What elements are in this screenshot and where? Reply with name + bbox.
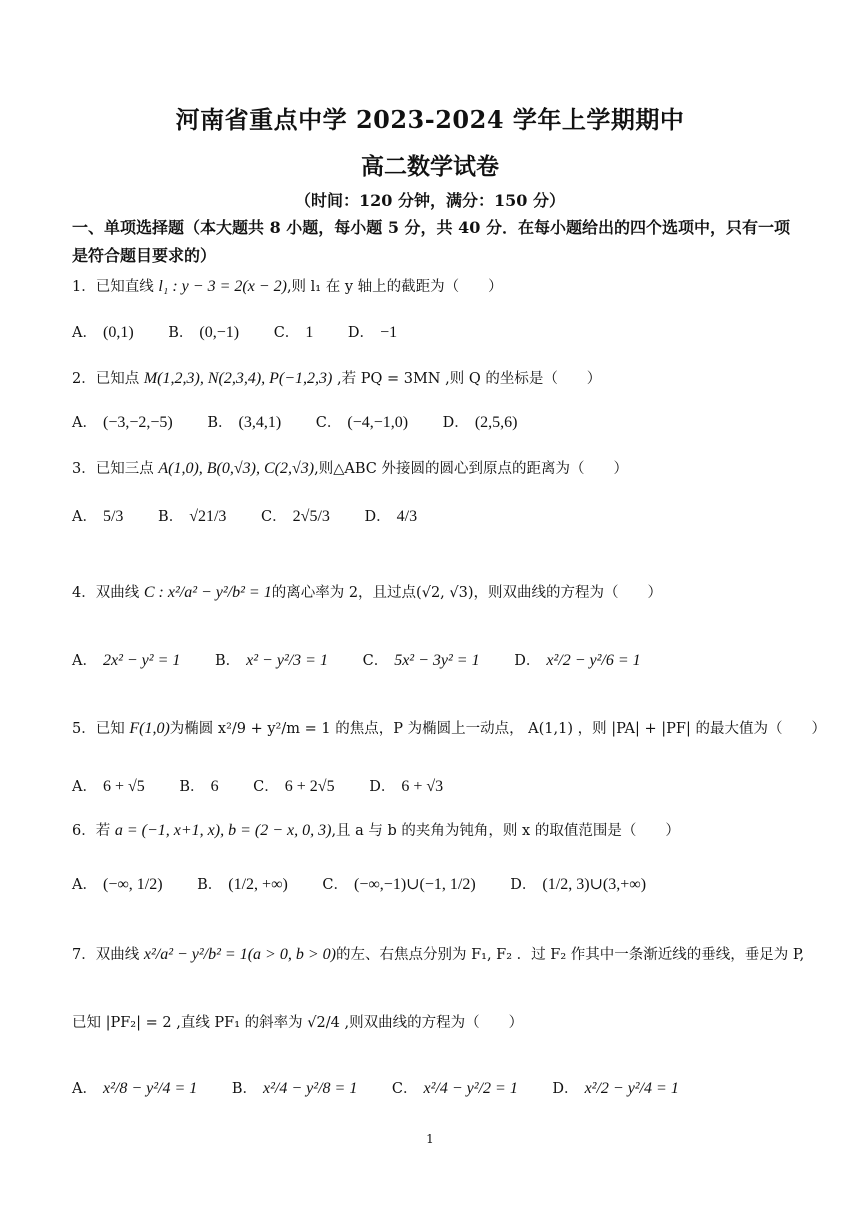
question-math: A(1,0), B(0,√3), C(2,√3) — [158, 460, 315, 477]
option-c — [253, 776, 334, 798]
option-value: 2√5/3 — [292, 508, 330, 525]
option-label: D． — [369, 779, 396, 795]
option-label: B． — [231, 1081, 258, 1097]
question-text: 若 — [95, 823, 111, 839]
question-text: 的离心率为 2，且过点(√2, √3)，则双曲线的方程为（ ） — [271, 585, 663, 601]
option-label: D． — [552, 1081, 579, 1097]
question-text: 双曲线 — [95, 585, 140, 601]
question-7-stem-line2: 已知 |PF₂| = 2 ,直线 PF₁ 的斜率为 √2/4 ,则双曲线的方程为（ ） — [72, 1015, 524, 1031]
option-a — [72, 776, 145, 798]
question-2-stem — [72, 368, 802, 390]
question-math: C : x²/a² − y²/b² = 1 — [143, 584, 272, 601]
option-value: (0,−1) — [199, 324, 240, 341]
option-label: B． — [179, 779, 205, 795]
question-text: 已知直线 — [95, 279, 154, 295]
option-b — [232, 1078, 357, 1100]
option-value: x²/2 − y²/4 = 1 — [584, 1080, 679, 1097]
exam-subtitle: 高二数学试卷 — [361, 153, 499, 180]
option-value: x²/4 − y²/2 = 1 — [423, 1080, 518, 1097]
option-label: C． — [391, 1081, 418, 1097]
option-label: C． — [273, 325, 300, 341]
option-d — [348, 322, 397, 344]
question-math: a = (−1, x+1, x), b = (2 − x, 0, 3) — [114, 822, 332, 839]
option-d — [552, 1078, 678, 1100]
question-3-options — [72, 506, 802, 528]
option-value: (1/2, +∞) — [228, 876, 288, 893]
question-6-stem — [72, 820, 802, 842]
option-c — [261, 506, 330, 528]
option-value: (−∞, 1/2) — [102, 876, 163, 893]
question-math: M(1,2,3), N(2,3,4), P(−1,2,3) — [143, 370, 333, 387]
option-label: D． — [514, 653, 541, 669]
option-label: C． — [315, 415, 342, 431]
option-value: (1/2, 3)∪(3,+∞) — [542, 876, 647, 893]
option-value: (3,4,1) — [238, 414, 282, 431]
question-2-options — [72, 412, 802, 434]
question-4-options — [72, 650, 802, 672]
option-value: 5x² − 3y² = 1 — [394, 652, 480, 669]
option-label: A． — [72, 509, 97, 525]
option-a — [72, 1078, 197, 1100]
question-5-stem — [72, 718, 826, 740]
question-text: 的左、右焦点分别为 F₁, F₂ ．过 F₂ 作其中一条渐近线的垂线，垂足为 P, — [335, 947, 805, 963]
option-label: A． — [72, 415, 97, 431]
option-b — [158, 506, 226, 528]
option-value: (−3,−2,−5) — [102, 414, 173, 431]
question-number: 5． — [72, 721, 96, 737]
option-c — [322, 874, 475, 896]
option-value: −1 — [380, 324, 398, 341]
option-value: (0,1) — [102, 324, 134, 341]
question-number: 2． — [72, 371, 96, 387]
option-label: A． — [72, 653, 97, 669]
option-value: 1 — [305, 324, 314, 341]
option-a — [72, 322, 134, 344]
option-value: √21/3 — [189, 508, 227, 525]
option-label: B． — [197, 877, 223, 893]
option-value: 6 + √5 — [102, 778, 145, 795]
option-d — [365, 506, 418, 528]
option-b — [179, 776, 218, 798]
option-a — [72, 412, 173, 434]
option-label: C． — [261, 509, 287, 525]
option-value: 4/3 — [396, 508, 418, 525]
option-label: A． — [72, 779, 97, 795]
question-math: x²/a² − y²/b² = 1(a > 0, b > 0) — [143, 946, 336, 963]
option-b — [215, 650, 328, 672]
option-d — [514, 650, 640, 672]
option-label: C． — [253, 779, 279, 795]
option-label: B． — [158, 509, 184, 525]
question-1-stem — [72, 276, 802, 298]
question-text: 双曲线 — [95, 947, 140, 963]
option-value: (−4,−1,0) — [347, 414, 409, 431]
question-5-options — [72, 776, 802, 798]
question-number: 7． — [72, 947, 96, 963]
option-value: 6 + 2√5 — [284, 778, 335, 795]
question-number: 1． — [72, 279, 96, 295]
question-number: 6． — [72, 823, 96, 839]
question-4-stem — [72, 582, 802, 604]
option-value: 6 + √3 — [401, 778, 444, 795]
option-b — [197, 874, 288, 896]
question-text: ,则 l₁ 在 y 轴上的截距为（ ） — [286, 279, 503, 295]
question-text: 已知 — [95, 721, 125, 737]
question-text: 为椭圆 x²/9 + y²/m = 1 的焦点，P 为椭圆上一动点， A(1,1) ，则 |PA| + |PF| 的最大值为（ ） — [169, 721, 826, 737]
page-number: 1 — [426, 1132, 434, 1146]
option-label: B． — [214, 653, 241, 669]
option-a — [72, 650, 180, 672]
option-c — [392, 1078, 518, 1100]
exam-meta: （时间：120 分钟，满分：150 分） — [295, 191, 565, 210]
option-label: D． — [364, 509, 391, 525]
question-text: 已知点 — [95, 371, 140, 387]
question-math: l₁ : y − 3 = 2(x − 2) — [158, 278, 287, 295]
option-a — [72, 874, 163, 896]
option-b — [168, 322, 239, 344]
option-a — [72, 506, 123, 528]
option-d — [510, 874, 646, 896]
option-label: B． — [207, 415, 233, 431]
option-value: (−∞,−1)∪(−1, 1/2) — [354, 876, 476, 893]
option-d — [369, 776, 443, 798]
question-text: 已知三点 — [95, 461, 154, 477]
option-label: C． — [322, 877, 349, 893]
option-label: A． — [72, 1081, 97, 1097]
option-value: x²/2 − y²/6 = 1 — [546, 652, 641, 669]
question-text: ,若 PQ = 3MN ,则 Q 的坐标是（ ） — [332, 371, 602, 387]
option-label: D． — [510, 877, 537, 893]
option-value: x² − y²/3 = 1 — [246, 652, 328, 669]
option-c — [363, 650, 480, 672]
option-value: x²/8 − y²/4 = 1 — [102, 1080, 198, 1097]
question-number: 4． — [72, 585, 96, 601]
option-d — [443, 412, 518, 434]
question-text: ,且 a 与 b 的夹角为钝角，则 x 的取值范围是（ ） — [331, 823, 680, 839]
option-label: A． — [72, 325, 97, 341]
option-c — [316, 412, 408, 434]
option-value: 5/3 — [102, 508, 124, 525]
option-value: 2x² − y² = 1 — [102, 652, 181, 669]
option-b — [207, 412, 281, 434]
question-number: 3． — [72, 461, 96, 477]
question-math: F(1,0) — [129, 720, 170, 737]
option-c — [274, 322, 314, 344]
question-7-stem — [72, 944, 805, 966]
option-label: D． — [442, 415, 469, 431]
section-heading: 一、单项选择题（本大题共 8 小题，每小题 5 分，共 40 分．在每小题给出的四个选项中，只有一项是符合题目要求的） — [72, 218, 790, 265]
option-label: A． — [72, 877, 97, 893]
option-label: D． — [347, 325, 375, 341]
question-text: ,则△ABC 外接圆的圆心到原点的距离为（ ） — [314, 461, 628, 477]
option-label: B． — [168, 325, 194, 341]
option-value: x²/4 − y²/8 = 1 — [263, 1080, 358, 1097]
question-7-options — [72, 1078, 802, 1100]
question-1-options — [72, 322, 802, 344]
option-label: C． — [362, 653, 389, 669]
option-value: (2,5,6) — [474, 414, 518, 431]
exam-title: 河南省重点中学 2023-2024 学年上学期期中 — [175, 105, 685, 134]
question-3-stem — [72, 458, 802, 480]
option-value: 6 — [210, 778, 219, 795]
question-6-options — [72, 874, 802, 896]
